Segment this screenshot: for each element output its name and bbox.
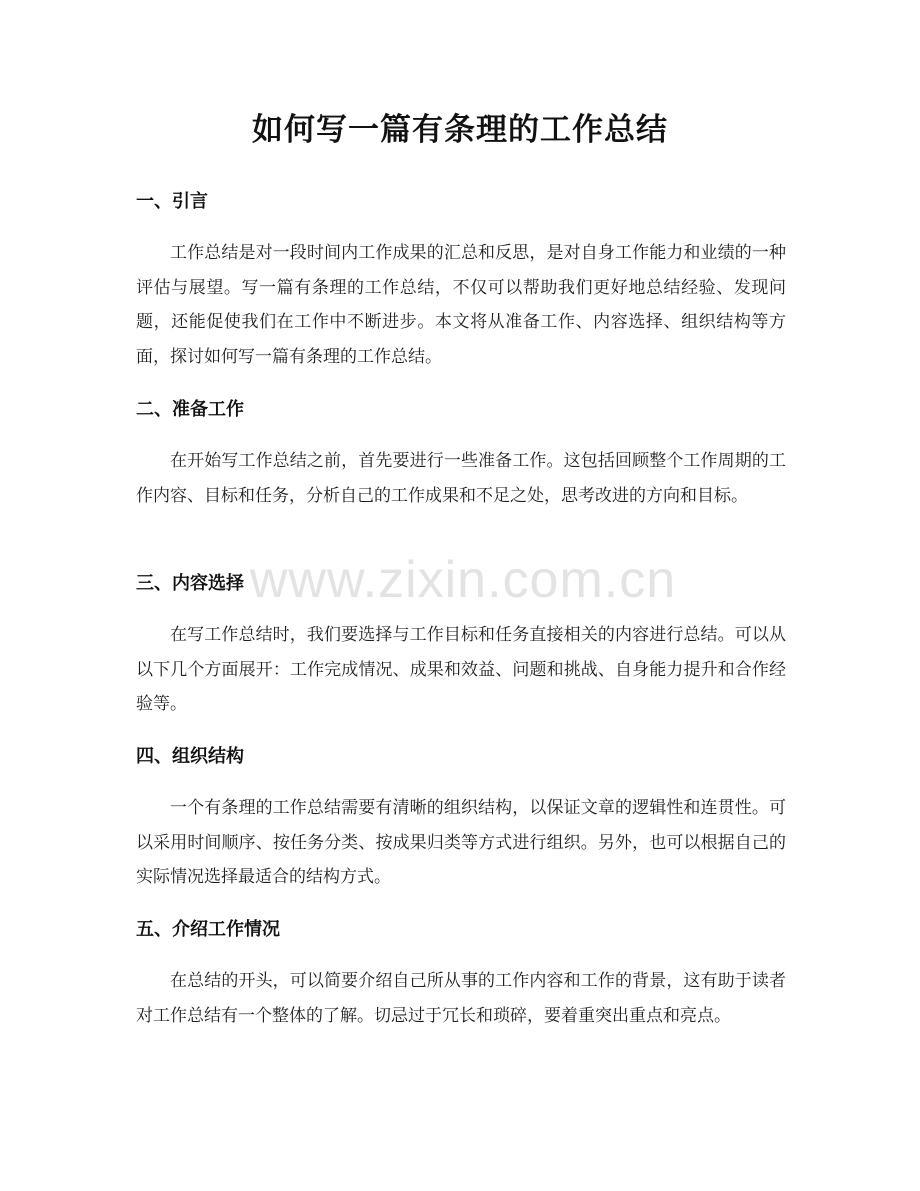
section-body-work-overview: 在总结的开头，可以简要介绍自己所从事的工作内容和工作的背景，这有助于读者对工作总结有一个整体的了解。切忌过于冗长和琐碎，要着重突出重点和亮点。 [136,971,786,1026]
section-body-content-selection: 在写工作总结时，我们要选择与工作目标和任务直接相关的内容进行总结。可以从以下几个方面展开：工作完成情况、成果和效益、问题和挑战、自身能力提升和合作经验等。 [136,625,786,714]
section-body-preparation: 在开始写工作总结之前，首先要进行一些准备工作。这包括回顾整个工作周期的工作内容、目标和任务，分析自己的工作成果和不足之处，思考改进的方向和目标。 [136,451,786,506]
section-heading-structure: 四、组织结构 [136,746,244,767]
section-body-introduction: 工作总结是对一段时间内工作成果的汇总和反思，是对自身工作能力和业绩的一种评估与展望。写一篇有条理的工作总结，不仅可以帮助我们更好地总结经验、发现问题，还能促使我们在工作中不断进步。本文将从准备工作、内容选择、组织结构等方面，探讨如何写一篇有条理的工作总结。 [136,243,786,367]
section-heading-content-selection: 三、内容选择 [136,573,244,594]
section-heading-preparation: 二、准备工作 [136,399,244,420]
watermark: www.zixin.com.cn [249,551,677,609]
page-title: 如何写一篇有条理的工作总结 [252,112,668,148]
section-heading-introduction: 一、引言 [136,191,208,212]
section-body-structure: 一个有条理的工作总结需要有清晰的组织结构，以保证文章的逻辑性和连贯性。可以采用时间顺序、按任务分类、按成果归类等方式进行组织。另外，也可以根据自己的实际情况选择最适合的结构方式。 [136,798,786,887]
section-heading-work-overview: 五、介绍工作情况 [136,919,280,940]
